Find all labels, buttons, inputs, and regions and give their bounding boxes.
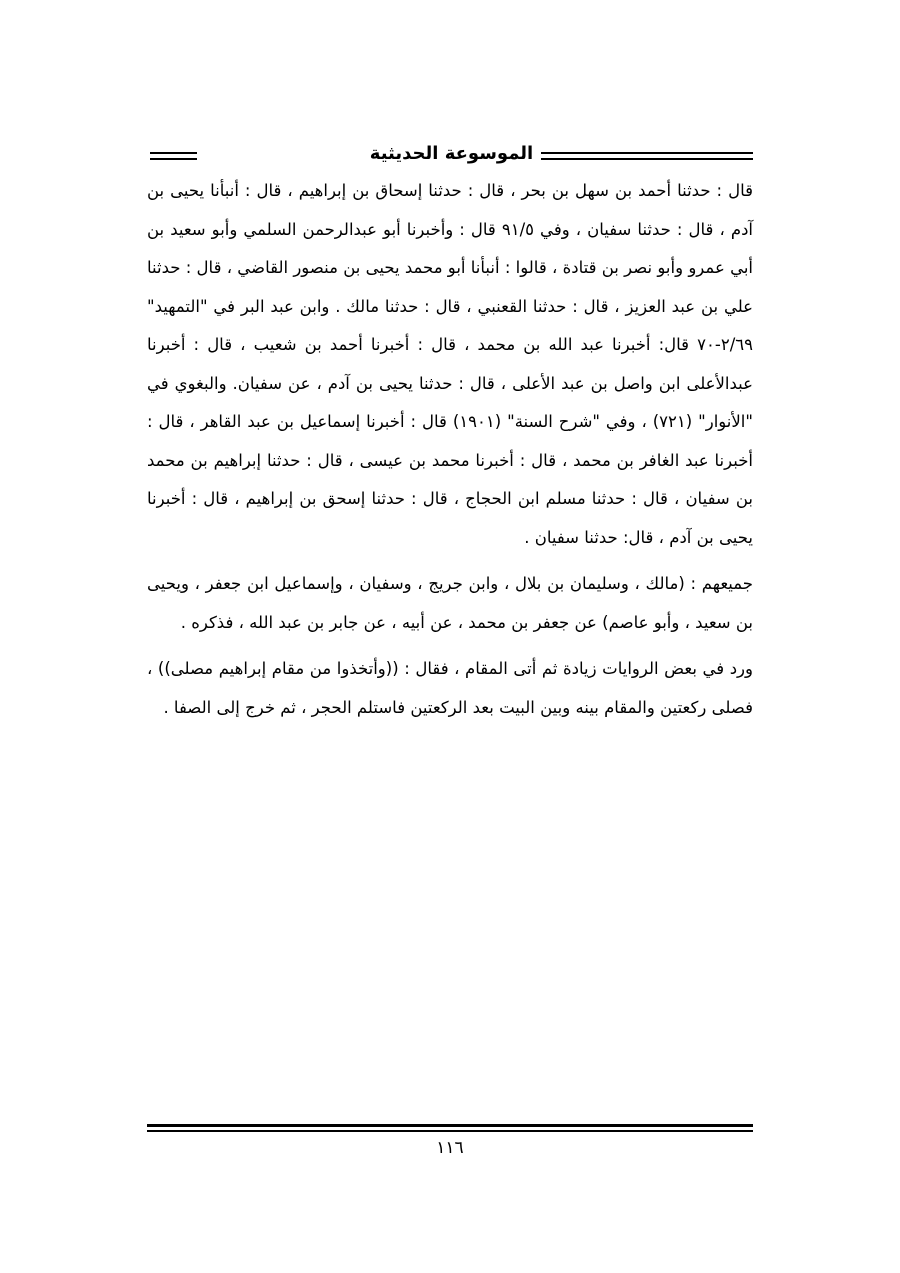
page-body [147, 172, 753, 727]
page-header [150, 140, 753, 172]
body-paragraph-1: قال : حدثنا أحمد بن سهل بن بحر ، قال : حدثنا إسحاق بن إبراهيم ، قال : أنبأنا يحيى بن آدم ، قال : حدثنا سفيان ، وفي ٩١/٥ قال : وأخبرنا أبو عبدالرحمن السلمي وأبو سعيد بن أبي عمرو وأبو نصر بن قتادة ، قالوا : أنبأنا أبو محمد يحيى بن منصور القاضي ، قال : حدثنا علي بن عبد العزيز ، قال : حدثنا القعنبي ، قال : حدثنا مالك . وابن عبد البر في "التمهيد" ٢/٦٩-٧٠ قال: أخبرنا عبد الله بن محمد ، قال : أخبرنا أحمد بن شعيب ، قال : أخبرنا عبدالأعلى ابن واصل بن عبد الأعلى ، قال : حدثنا يحيى بن آدم ، عن سفيان. والبغوي في "الأنوار" (٧٢١) ، وفي "شرح السنة" (١٩٠١) قال : أخبرنا إسماعيل بن عبد القاهر ، قال : أخبرنا عبد الغافر بن محمد ، قال : أخبرنا محمد بن عيسى ، قال : حدثنا إبراهيم بن محمد بن سفيان ، قال : حدثنا مسلم ابن الحجاج ، قال : حدثنا إسحق بن إبراهيم ، قال : أخبرنا يحيى بن آدم ، قال: حدثنا سفيان . [147, 181, 753, 547]
footer-rule [147, 1124, 753, 1131]
page-number: ١١٦ [436, 1138, 464, 1158]
running-head-text: الموسوعة الحديثية [362, 143, 541, 164]
body-paragraph-2: جميعهم : (مالك ، وسليمان بن بلال ، وابن جريج ، وسفيان ، وإسماعيل ابن جعفر ، ويحيى بن سعيد ، وأبو عاصم) عن جعفر بن محمد ، عن أبيه ، عن جابر بن عبد الله ، فذكره . [147, 574, 753, 632]
body-paragraph-3: ورد في بعض الروايات زيادة ثم أتى المقام ، فقال : ((وأتخذوا من مقام إبراهيم مصلى)) ، فصلى ركعتين والمقام بينه وبين البيت بعد الركعتين فاستلم الحجر ، ثم خرج إلى الصفا . [147, 659, 753, 717]
running-head-title [150, 140, 753, 168]
